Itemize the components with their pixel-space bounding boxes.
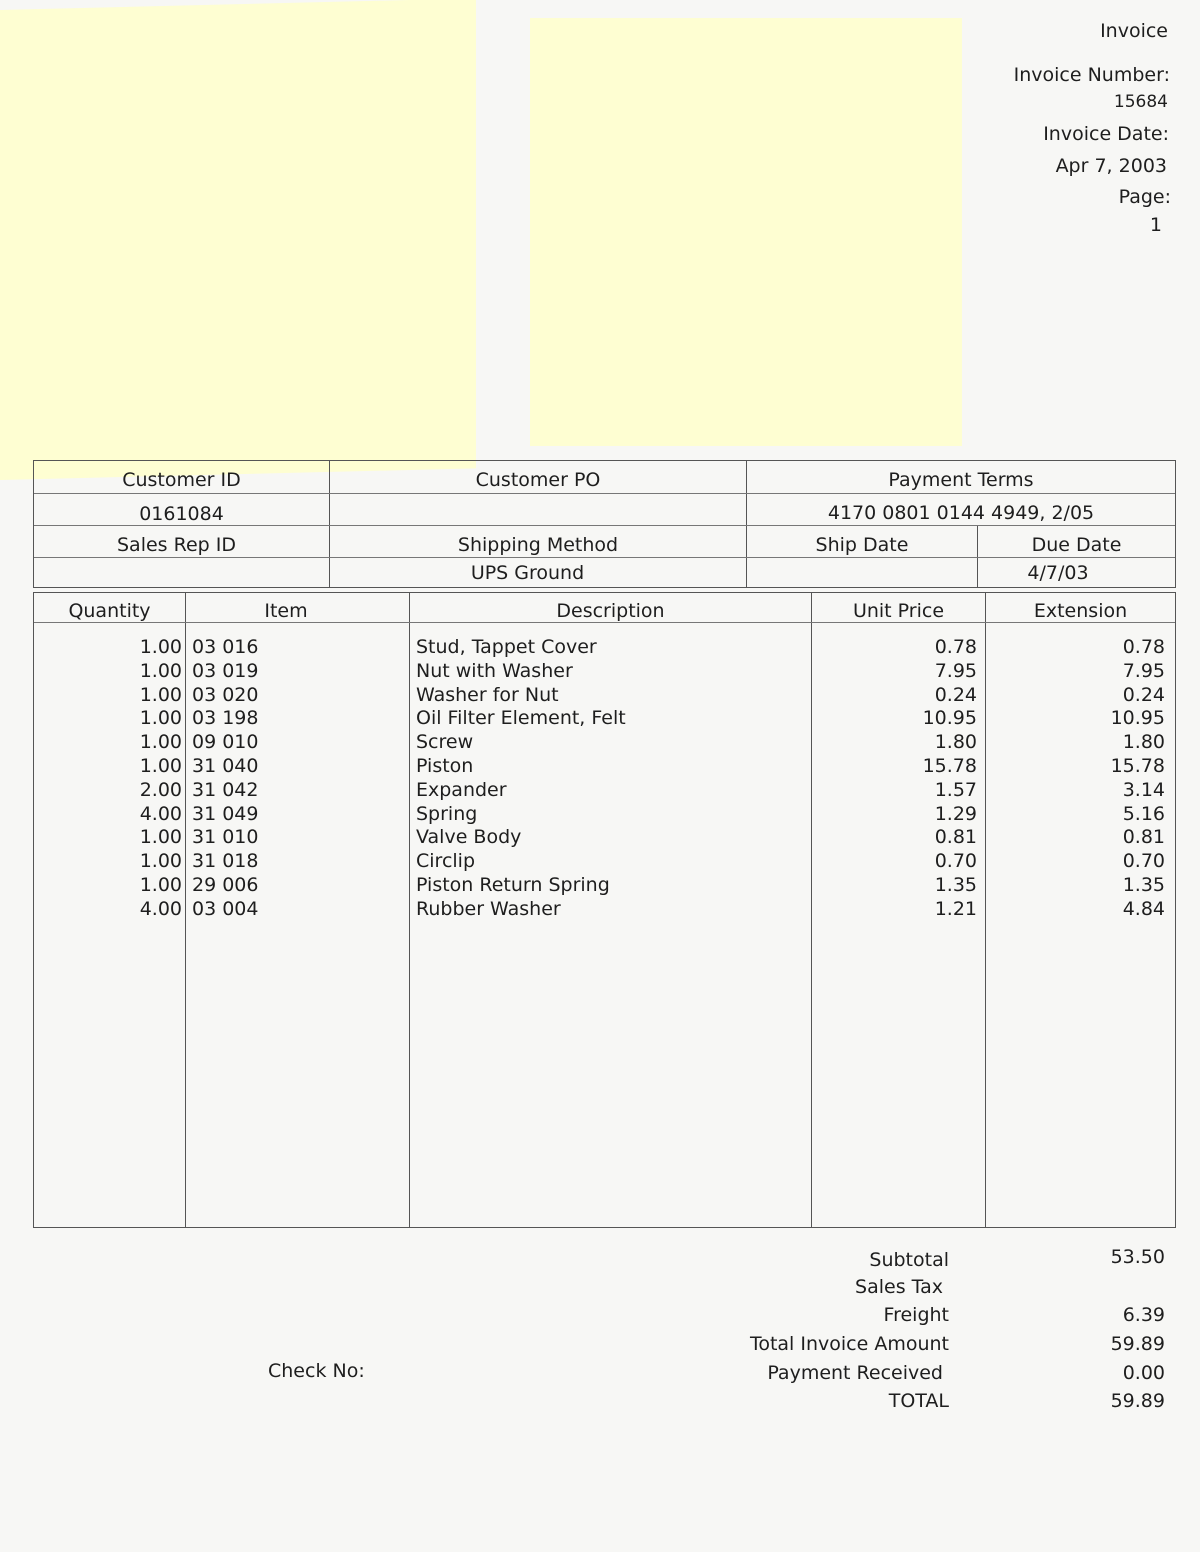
row-extension: 0.70 [1122,850,1165,873]
row-extension: 5.16 [1122,802,1165,825]
row-extension: 1.35 [1122,873,1165,896]
table-row [34,660,1175,684]
sales-rep-label: Sales Rep ID [117,534,236,556]
row-unit-price: 7.95 [934,659,977,682]
row-quantity: 1.00 [139,873,182,896]
row-quantity: 1.00 [139,826,182,849]
row-extension: 15.78 [1110,754,1165,777]
row-description: Washer for Nut [416,683,559,706]
payment-terms-label: Payment Terms [888,469,1034,491]
row-quantity: 4.00 [139,802,182,825]
row-unit-price: 1.57 [934,778,977,801]
customer-id-label: Customer ID [122,469,241,491]
ship-date-label: Ship Date [815,534,909,556]
row-unit-price: 0.81 [934,826,977,849]
customer-id-value: 0161084 [139,503,224,525]
total-label: TOTAL [888,1390,949,1412]
row-item: 31 049 [192,802,259,825]
row-item: 31 018 [192,850,259,873]
row-description: Rubber Washer [416,897,561,920]
row-description: Stud, Tappet Cover [416,636,597,658]
row-unit-price: 0.24 [934,683,977,706]
col-description: Description [556,600,665,622]
row-item: 03 004 [192,897,259,920]
table-row [34,779,1175,803]
row-quantity: 2.00 [139,778,182,801]
row-extension: 0.78 [1122,636,1165,658]
payment-received-label: Payment Received [767,1362,943,1384]
row-unit-price: 1.21 [934,897,977,920]
row-description: Valve Body [416,826,522,849]
table-row [34,898,1175,922]
line-items [34,636,1175,922]
row-extension: 4.84 [1122,897,1165,920]
row-item: 29 006 [192,873,259,896]
row-quantity: 1.00 [139,636,182,658]
row-description: Piston Return Spring [416,873,610,896]
page-number: 1 [1149,214,1162,236]
col-extension: Extension [1033,600,1128,622]
table-row [34,826,1175,850]
line-items-table [33,592,1176,1228]
payment-terms-value: 4170 0801 0144 4949, 2/05 [827,502,1095,524]
page-label: Page: [1118,186,1171,208]
sticky-note-left [0,0,476,480]
row-quantity: 1.00 [139,731,182,754]
row-extension: 0.81 [1122,826,1165,849]
row-quantity: 1.00 [139,754,182,777]
row-description: Screw [416,731,474,754]
row-unit-price: 1.80 [934,731,977,754]
row-description: Piston [416,754,474,777]
row-quantity: 1.00 [139,707,182,730]
table-row [34,874,1175,898]
payment-received-value: 0.00 [1122,1362,1165,1384]
row-item: 09 010 [192,731,259,754]
row-unit-price: 10.95 [922,707,977,730]
table-row [34,755,1175,779]
freight-value: 6.39 [1122,1304,1165,1326]
row-quantity: 1.00 [139,850,182,873]
row-extension: 3.14 [1122,778,1165,801]
row-description: Circlip [416,850,476,873]
row-unit-price: 15.78 [922,754,977,777]
table-row [34,636,1175,660]
invoice-date-label: Invoice Date: [1043,123,1169,145]
row-item: 03 016 [192,636,259,658]
freight-label: Freight [883,1304,949,1326]
row-unit-price: 1.29 [934,802,977,825]
total-invoice-label: Total Invoice Amount [749,1333,949,1355]
row-quantity: 1.00 [139,659,182,682]
row-extension: 0.24 [1122,683,1165,706]
customer-info-table [33,460,1176,588]
col-quantity: Quantity [68,600,151,622]
row-description: Spring [416,802,478,825]
row-extension: 10.95 [1110,707,1165,730]
row-description: Oil Filter Element, Felt [416,707,626,730]
row-item: 31 040 [192,754,259,777]
shipping-method-value: UPS Ground [470,562,585,584]
row-description: Expander [416,778,507,801]
row-extension: 1.80 [1122,731,1165,754]
row-item: 03 020 [192,683,259,706]
table-row [34,731,1175,755]
row-quantity: 4.00 [139,897,182,920]
row-unit-price: 1.35 [934,873,977,896]
invoice-number-label: Invoice Number: [1013,64,1170,86]
row-item: 03 198 [192,707,259,730]
invoice-date: Apr 7, 2003 [1055,155,1167,177]
customer-po-label: Customer PO [475,469,601,491]
row-unit-price: 0.78 [934,636,977,658]
table-row [34,803,1175,827]
subtotal-label: Subtotal [869,1249,949,1271]
row-description: Nut with Washer [416,659,573,682]
invoice-title: Invoice [1100,20,1168,42]
table-row [34,684,1175,708]
row-extension: 7.95 [1122,659,1165,682]
due-date-label: Due Date [1031,534,1122,556]
row-unit-price: 0.70 [934,850,977,873]
sales-tax-label: Sales Tax [855,1276,943,1298]
row-item: 03 019 [192,659,259,682]
shipping-method-label: Shipping Method [457,534,619,556]
col-unit-price: Unit Price [852,600,945,622]
invoice-number: 15684 [1113,92,1168,112]
col-item: Item [264,600,308,622]
check-number-label: Check No: [268,1360,365,1382]
row-item: 31 042 [192,778,259,801]
total-invoice-value: 59.89 [1110,1333,1165,1355]
row-quantity: 1.00 [139,683,182,706]
total-value: 59.89 [1110,1390,1165,1412]
table-row [34,707,1175,731]
due-date-value: 4/7/03 [1027,562,1089,584]
row-item: 31 010 [192,826,259,849]
subtotal-value: 53.50 [1110,1246,1165,1268]
sticky-note-right [530,18,962,446]
table-row [34,850,1175,874]
